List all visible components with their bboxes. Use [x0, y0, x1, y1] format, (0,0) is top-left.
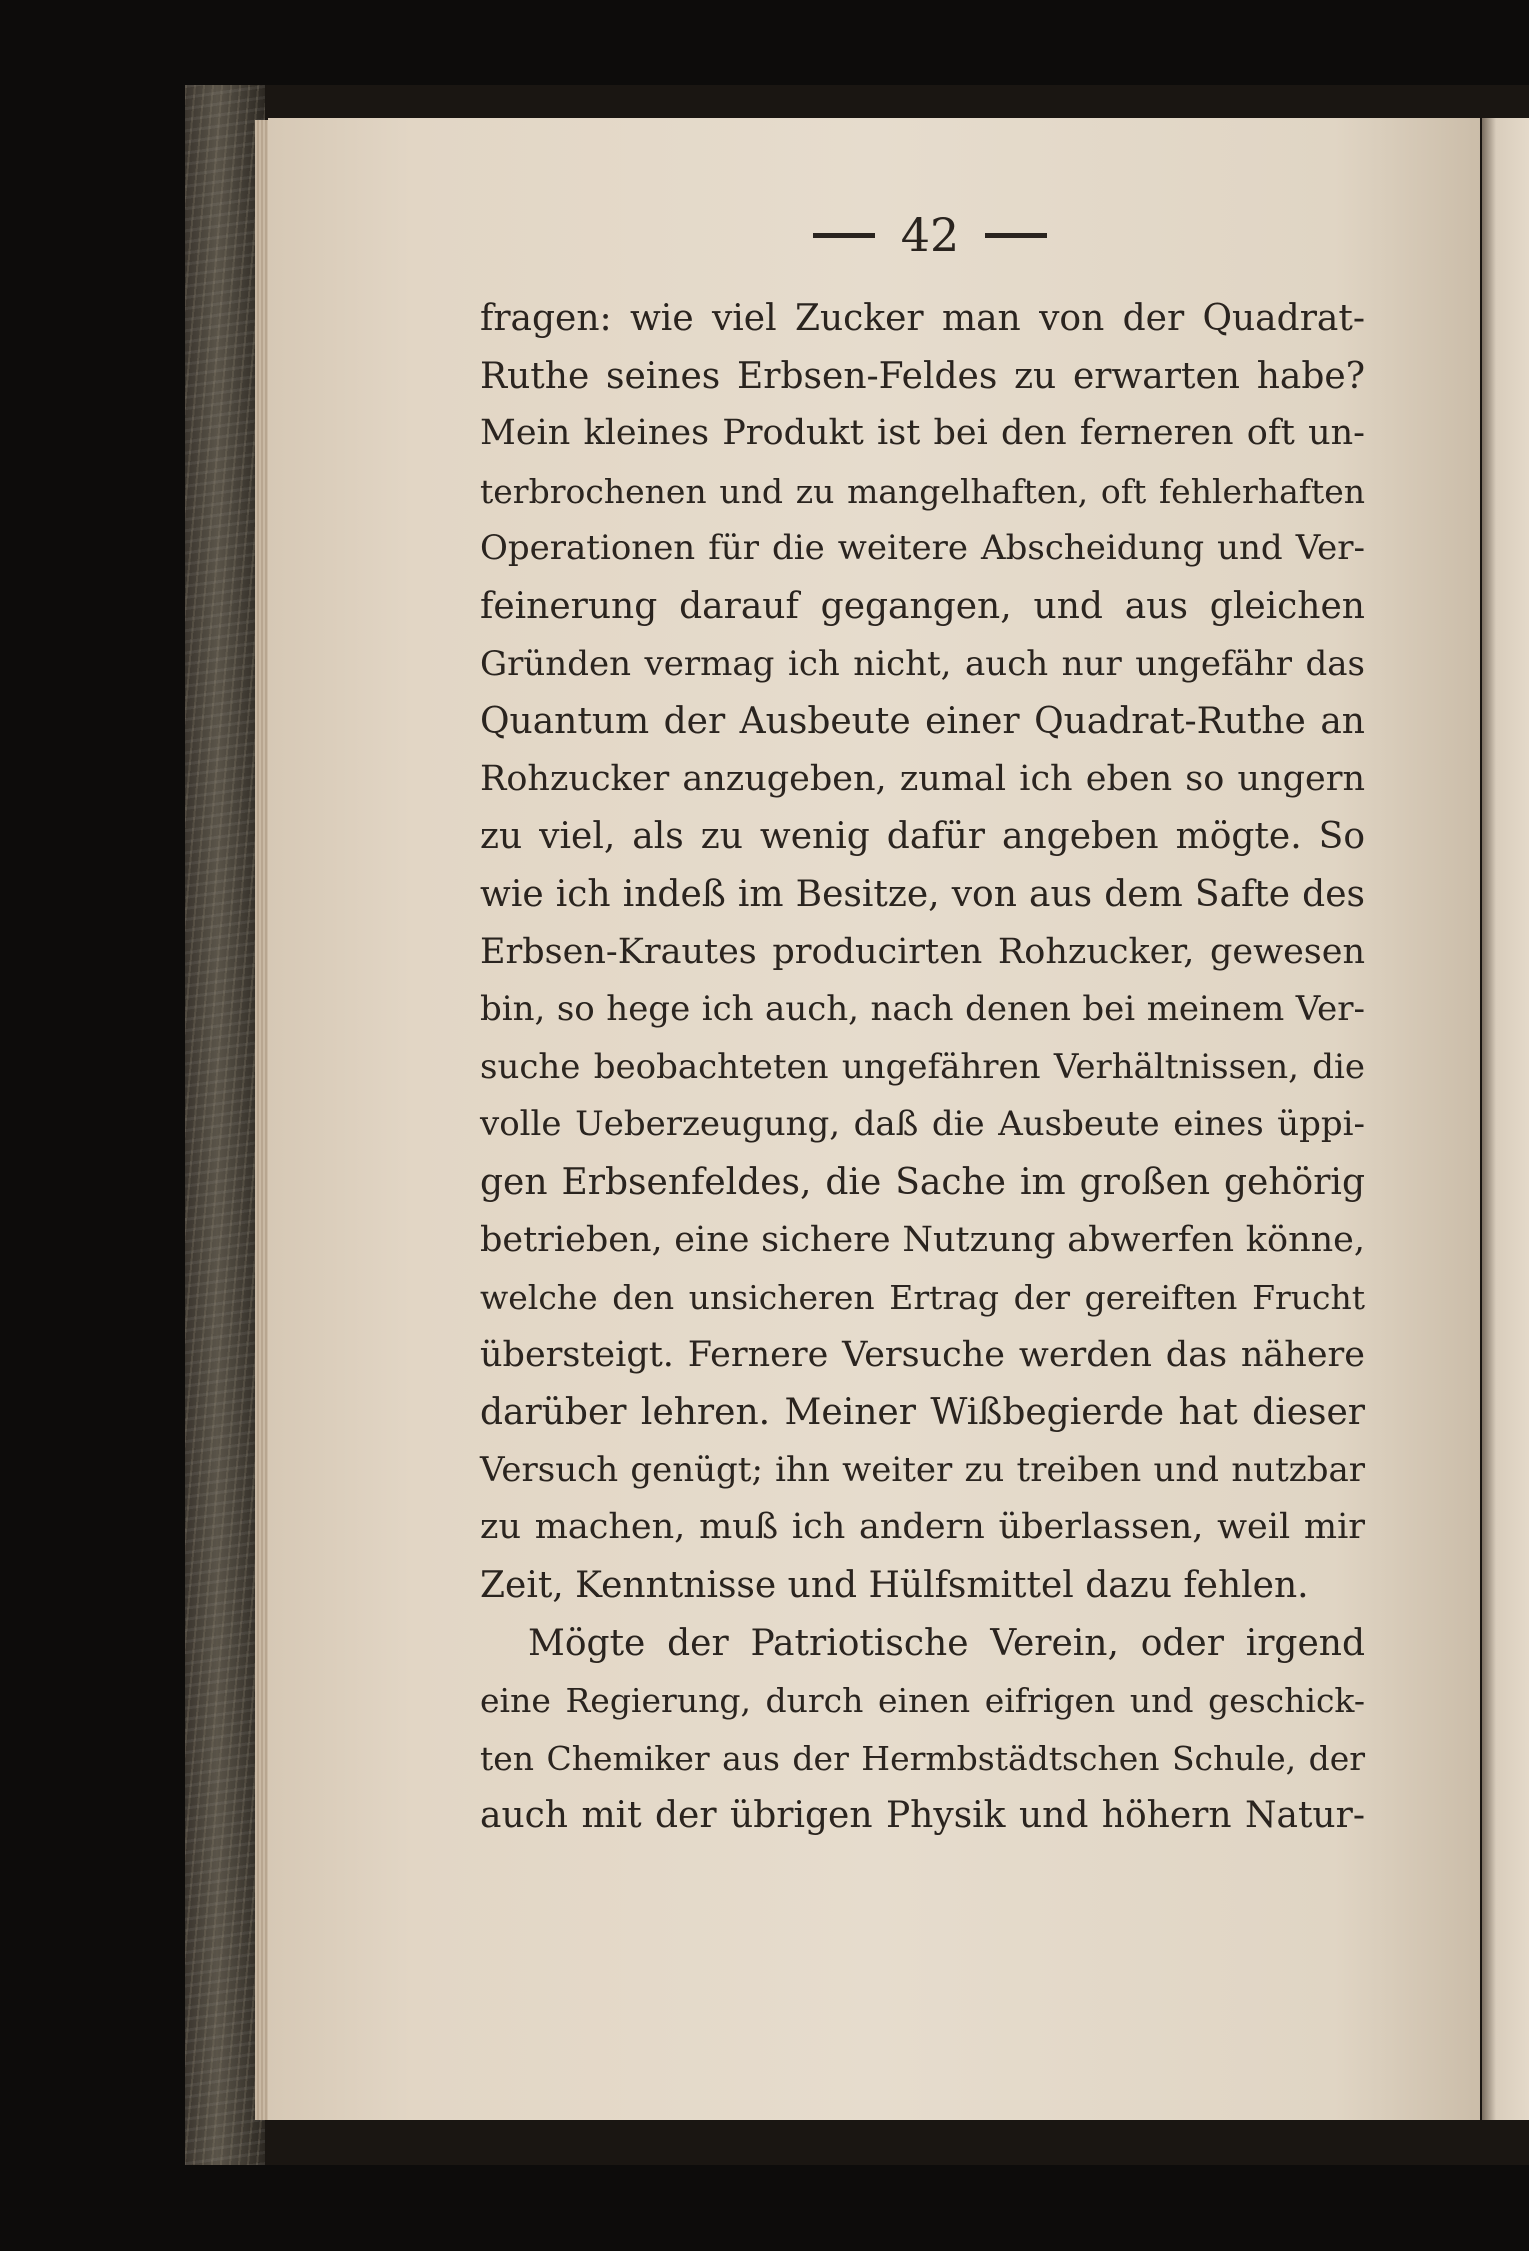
text-line: betrieben, eine sichere Nutzung abwerfen könne, — [480, 1219, 1365, 1260]
adjacent-page-edge — [1482, 118, 1529, 2120]
text-line: Versuch genügt; ihn weiter zu treiben und nutzbar — [480, 1449, 1365, 1490]
text-line: zu machen, muß ich andern überlassen, weil mir — [480, 1507, 1365, 1548]
text-line: suche beobachteten ungefähren Verhältnissen, die — [480, 1046, 1365, 1087]
text-line: Erbsen-Krautes producirten Rohzucker, gewesen — [480, 931, 1365, 972]
right-dash — [985, 233, 1047, 238]
text-line: Mein kleines Produkt ist bei den ferneren oft un- — [480, 413, 1365, 454]
text-line: feinerung darauf gegangen, und aus gleichen — [480, 585, 1365, 627]
text-line: terbrochenen und zu mangelhaften, oft fehlerhaften — [480, 471, 1365, 511]
text-line: darüber lehren. Meiner Wißbegierde hat dieser — [480, 1392, 1365, 1434]
text-line: zu viel, als zu wenig dafür angeben mögte. So — [480, 816, 1365, 858]
text-line: gen Erbsenfeldes, die Sache im großen gehörig — [480, 1161, 1365, 1203]
body-text — [480, 290, 1365, 1845]
text-line: Gründen vermag ich nicht, auch nur ungefähr das — [480, 643, 1365, 684]
text-line: Ruthe seines Erbsen-Feldes zu erwarten habe? — [480, 355, 1365, 397]
text-line: eine Regierung, durch einen eifrigen und geschick- — [480, 1681, 1365, 1721]
text-line: ten Chemiker aus der Hermbstädtschen Schule, der — [480, 1738, 1365, 1778]
page-number: 42 — [900, 208, 960, 262]
left-dash — [813, 233, 875, 238]
text-line: Operationen für die weitere Abscheidung und Ver- — [480, 528, 1365, 569]
text-line: übersteigt. Fernere Versuche werden das nähere — [480, 1334, 1365, 1375]
text-line: Mögte der Patriotische Verein, oder irgend — [528, 1622, 1365, 1664]
text-line: welche den unsicheren Ertrag der gereiften Frucht — [480, 1278, 1365, 1318]
text-line: auch mit der übrigen Physik und höhern Natur- — [480, 1795, 1365, 1837]
text-line: Quantum der Ausbeute einer Quadrat-Ruthe an — [480, 701, 1365, 743]
book-binding — [185, 85, 265, 2165]
text-line: bin, so hege ich auch, nach denen bei meinem Ver- — [480, 989, 1365, 1030]
text-line: fragen: wie viel Zucker man von der Quadrat- — [480, 298, 1365, 339]
text-line: wie ich indeß im Besitze, von aus dem Safte des — [480, 873, 1365, 915]
text-line: volle Ueberzeugung, daß die Ausbeute eines üppi- — [480, 1104, 1365, 1145]
text-line: Zeit, Kenntnisse und Hülfsmittel dazu fehlen. — [480, 1565, 1309, 1607]
page-number-header — [790, 205, 1070, 265]
text-line: Rohzucker anzugeben, zumal ich eben so ungern — [480, 758, 1365, 799]
